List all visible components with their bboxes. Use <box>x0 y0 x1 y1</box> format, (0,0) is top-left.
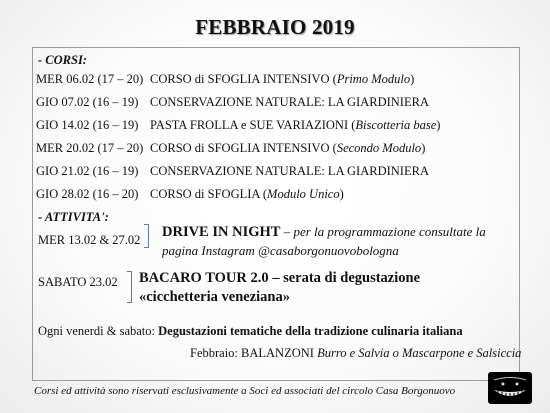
course-title: CONSERVAZIONE NATURALE: LA GIARDINIERA <box>150 95 429 109</box>
course-date: MER 20.02 (17 – 20) <box>36 141 144 155</box>
course-date: GIO 28.02 (16 – 20) <box>36 187 139 201</box>
course-title: PASTA FROLLA e SUE VARIAZIONI (Biscotteria base) <box>150 118 441 132</box>
drive-in-line-1: DRIVE IN NIGHT – per la programmazione consultate la <box>162 224 486 240</box>
attivita-header: - ATTIVITA': <box>38 210 109 224</box>
course-date: GIO 07.02 (16 – 19) <box>36 95 139 109</box>
course-title: CONSERVAZIONE NATURALE: LA GIARDINIERA <box>150 164 429 178</box>
course-date: MER 06.02 (17 – 20) <box>36 72 144 86</box>
page-title: FEBBRAIO 2019 <box>195 15 355 39</box>
footer-note: Corsi ed attività sono riservati esclusivamente a Soci ed associati del circolo Casa Borgonuovo <box>34 385 456 397</box>
corsi-header: - CORSI: <box>38 53 87 67</box>
club-logo <box>488 372 532 404</box>
course-date: GIO 21.02 (16 – 19) <box>36 164 139 178</box>
drive-in-bracket <box>144 224 149 248</box>
course-title: CORSO di SFOGLIA INTENSIVO (Secondo Modulo) <box>150 141 426 155</box>
drive-in-line-2: pagina Instagram @casaborgonuovobologna <box>162 243 399 258</box>
course-title: CORSO di SFOGLIA INTENSIVO (Primo Modulo) <box>150 72 415 86</box>
course-title: CORSO di SFOGLIA (Modulo Unico) <box>150 187 344 201</box>
drive-in-date: MER 13.02 & 27.02 <box>38 233 141 247</box>
balanzoni-line: Febbraio: BALANZONI Burro e Salvia o Mascarpone e Salsiccia <box>190 346 522 360</box>
bacaro-date: SABATO 23.02 <box>38 275 118 289</box>
bacaro-line-2: «cicchetteria veneziana» <box>139 289 290 305</box>
bacaro-line-1: BACARO TOUR 2.0 – serata di degustazione <box>139 270 421 286</box>
course-date: GIO 14.02 (16 – 19) <box>36 118 139 132</box>
bacaro-bracket <box>127 271 132 303</box>
weekly-line: Ogni venerdì & sabato: Degustazioni tematiche della tradizione culinaria italiana <box>38 324 463 338</box>
